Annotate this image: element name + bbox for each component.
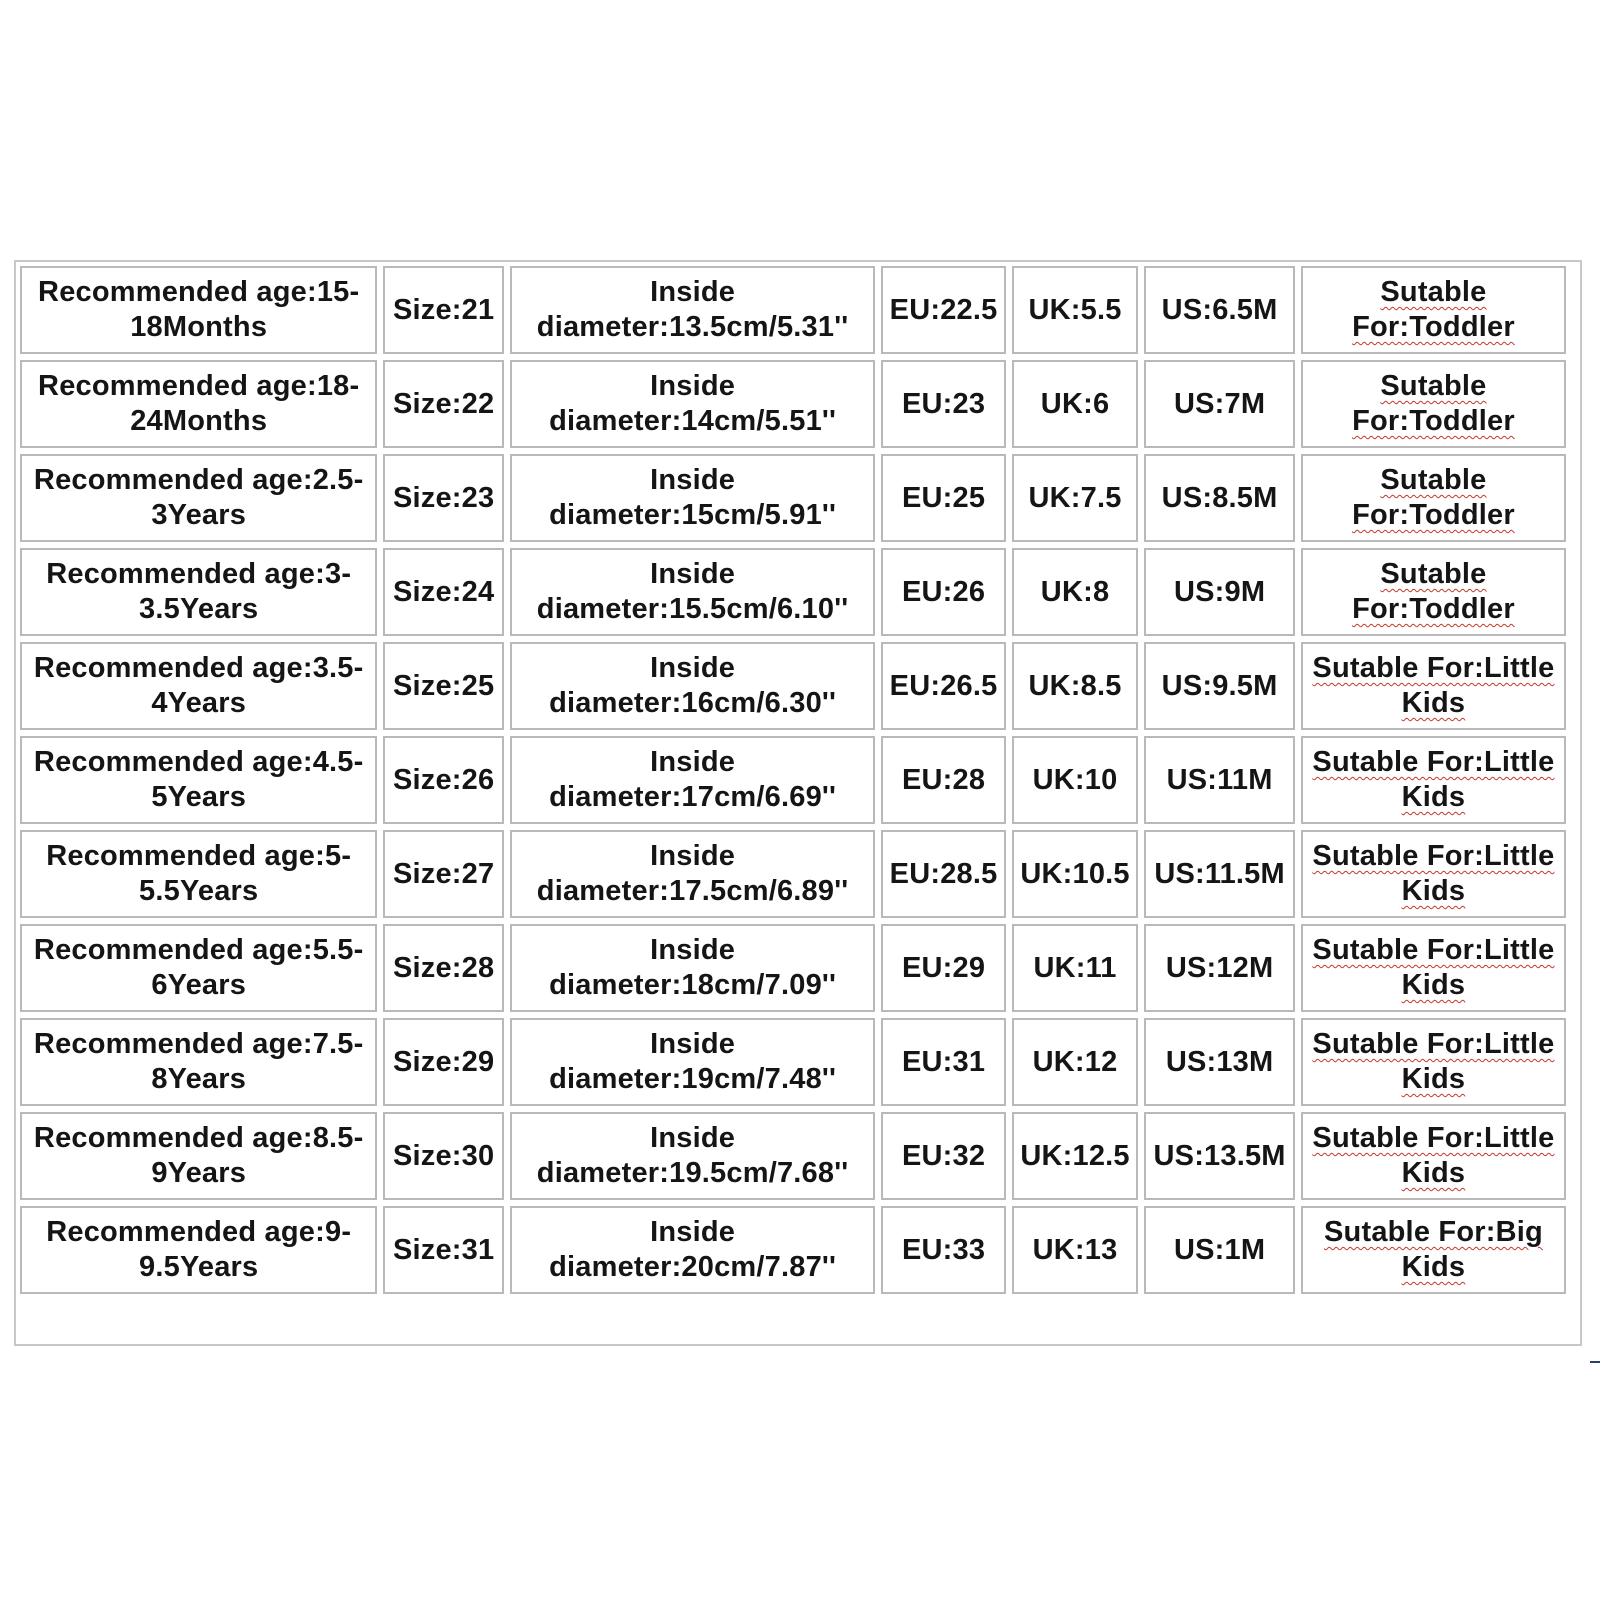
diameter-cell: Inside diameter:15cm/5.91'' xyxy=(510,454,875,542)
size-cell: Size:21 xyxy=(383,266,503,354)
uk-cell: UK:13 xyxy=(1012,1206,1139,1294)
age-cell: Recommended age:4.5-5Years xyxy=(20,736,377,824)
size-cell: Size:25 xyxy=(383,642,503,730)
table-row xyxy=(20,924,1566,1012)
age-cell: Recommended age:3.5-4Years xyxy=(20,642,377,730)
table-row xyxy=(20,830,1566,918)
table-row xyxy=(20,360,1566,448)
us-cell: US:9M xyxy=(1144,548,1295,636)
table-row xyxy=(20,642,1566,730)
table-row xyxy=(20,548,1566,636)
table-row xyxy=(20,266,1566,354)
fit-label: Sutable For:Little Kids xyxy=(1312,840,1555,907)
us-cell: US:9.5M xyxy=(1144,642,1295,730)
fit-cell xyxy=(1301,266,1566,354)
fit-cell xyxy=(1301,1018,1566,1106)
us-cell: US:7M xyxy=(1144,360,1295,448)
fit-label: Sutable For:Toddler xyxy=(1352,276,1515,343)
fit-label: Sutable For:Little Kids xyxy=(1312,934,1555,1001)
size-cell: Size:22 xyxy=(383,360,503,448)
us-cell: US:6.5M xyxy=(1144,266,1295,354)
size-cell: Size:29 xyxy=(383,1018,503,1106)
eu-cell: EU:25 xyxy=(881,454,1005,542)
fit-label: Sutable For:Little Kids xyxy=(1312,746,1555,813)
fit-cell xyxy=(1301,454,1566,542)
size-chart-table xyxy=(14,260,1572,1300)
diameter-cell: Inside diameter:20cm/7.87'' xyxy=(510,1206,875,1294)
us-cell: US:11.5M xyxy=(1144,830,1295,918)
eu-cell: EU:31 xyxy=(881,1018,1005,1106)
age-cell: Recommended age:15-18Months xyxy=(20,266,377,354)
fit-cell xyxy=(1301,736,1566,824)
diameter-cell: Inside diameter:13.5cm/5.31'' xyxy=(510,266,875,354)
us-cell: US:11M xyxy=(1144,736,1295,824)
eu-cell: EU:29 xyxy=(881,924,1005,1012)
diameter-cell: Inside diameter:14cm/5.51'' xyxy=(510,360,875,448)
size-cell: Size:26 xyxy=(383,736,503,824)
uk-cell: UK:10.5 xyxy=(1012,830,1139,918)
uk-cell: UK:12.5 xyxy=(1012,1112,1139,1200)
uk-cell: UK:7.5 xyxy=(1012,454,1139,542)
fit-cell xyxy=(1301,830,1566,918)
fit-label: Sutable For:Toddler xyxy=(1352,464,1515,531)
diameter-cell: Inside diameter:16cm/6.30'' xyxy=(510,642,875,730)
fit-cell xyxy=(1301,1112,1566,1200)
age-cell: Recommended age:18-24Months xyxy=(20,360,377,448)
table-row xyxy=(20,1112,1566,1200)
diameter-cell: Inside diameter:19cm/7.48'' xyxy=(510,1018,875,1106)
size-chart-frame xyxy=(14,260,1582,1346)
age-cell: Recommended age:2.5-3Years xyxy=(20,454,377,542)
fit-label: Sutable For:Toddler xyxy=(1352,370,1515,437)
uk-cell: UK:8.5 xyxy=(1012,642,1139,730)
uk-cell: UK:10 xyxy=(1012,736,1139,824)
uk-cell: UK:11 xyxy=(1012,924,1139,1012)
age-cell: Recommended age:8.5-9Years xyxy=(20,1112,377,1200)
size-cell: Size:30 xyxy=(383,1112,503,1200)
us-cell: US:1M xyxy=(1144,1206,1295,1294)
size-cell: Size:27 xyxy=(383,830,503,918)
eu-cell: EU:32 xyxy=(881,1112,1005,1200)
size-cell: Size:31 xyxy=(383,1206,503,1294)
eu-cell: EU:23 xyxy=(881,360,1005,448)
eu-cell: EU:22.5 xyxy=(881,266,1005,354)
us-cell: US:13.5M xyxy=(1144,1112,1295,1200)
fit-label: Sutable For:Little Kids xyxy=(1312,1122,1555,1189)
eu-cell: EU:28 xyxy=(881,736,1005,824)
age-cell: Recommended age:5-5.5Years xyxy=(20,830,377,918)
size-cell: Size:24 xyxy=(383,548,503,636)
table-row xyxy=(20,736,1566,824)
eu-cell: EU:28.5 xyxy=(881,830,1005,918)
table-row xyxy=(20,1018,1566,1106)
uk-cell: UK:6 xyxy=(1012,360,1139,448)
eu-cell: EU:26 xyxy=(881,548,1005,636)
diameter-cell: Inside diameter:18cm/7.09'' xyxy=(510,924,875,1012)
diameter-cell: Inside diameter:19.5cm/7.68'' xyxy=(510,1112,875,1200)
fit-label: Sutable For:Little Kids xyxy=(1312,652,1555,719)
uk-cell: UK:8 xyxy=(1012,548,1139,636)
stray-mark xyxy=(1590,1361,1600,1363)
diameter-cell: Inside diameter:17.5cm/6.89'' xyxy=(510,830,875,918)
fit-cell xyxy=(1301,1206,1566,1294)
us-cell: US:13M xyxy=(1144,1018,1295,1106)
eu-cell: EU:26.5 xyxy=(881,642,1005,730)
us-cell: US:12M xyxy=(1144,924,1295,1012)
fit-label: Sutable For:Little Kids xyxy=(1312,1028,1555,1095)
diameter-cell: Inside diameter:15.5cm/6.10'' xyxy=(510,548,875,636)
uk-cell: UK:12 xyxy=(1012,1018,1139,1106)
size-cell: Size:28 xyxy=(383,924,503,1012)
uk-cell: UK:5.5 xyxy=(1012,266,1139,354)
us-cell: US:8.5M xyxy=(1144,454,1295,542)
size-cell: Size:23 xyxy=(383,454,503,542)
fit-label: Sutable For:Big Kids xyxy=(1324,1216,1543,1283)
fit-cell xyxy=(1301,548,1566,636)
eu-cell: EU:33 xyxy=(881,1206,1005,1294)
age-cell: Recommended age:7.5-8Years xyxy=(20,1018,377,1106)
fit-cell xyxy=(1301,360,1566,448)
diameter-cell: Inside diameter:17cm/6.69'' xyxy=(510,736,875,824)
table-row xyxy=(20,454,1566,542)
age-cell: Recommended age:5.5-6Years xyxy=(20,924,377,1012)
fit-cell xyxy=(1301,924,1566,1012)
table-row xyxy=(20,1206,1566,1294)
age-cell: Recommended age:3-3.5Years xyxy=(20,548,377,636)
fit-label: Sutable For:Toddler xyxy=(1352,558,1515,625)
fit-cell xyxy=(1301,642,1566,730)
age-cell: Recommended age:9-9.5Years xyxy=(20,1206,377,1294)
